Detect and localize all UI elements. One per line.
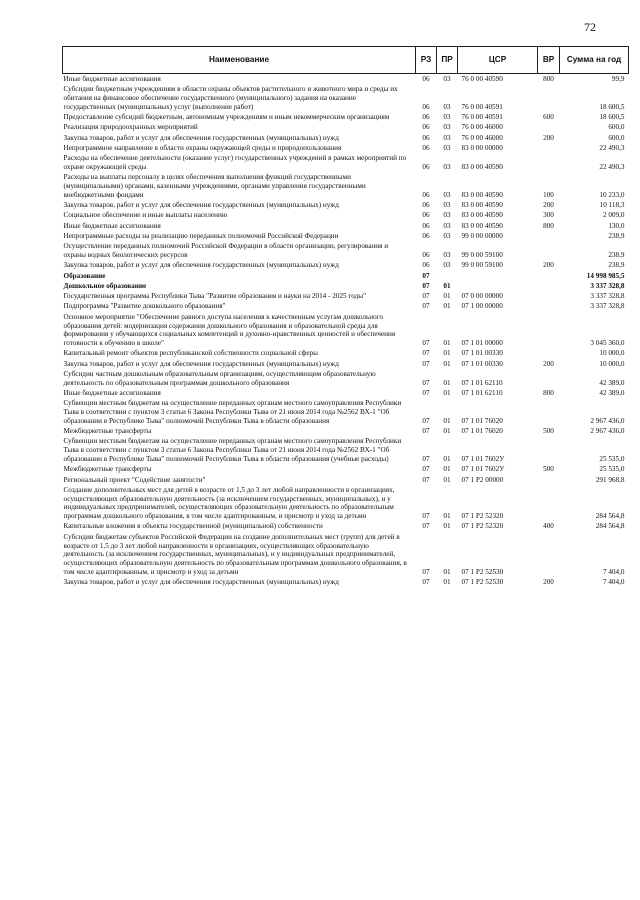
cell-csr: 07 1 01 7602У: [461, 465, 505, 474]
table-row: [63, 475, 629, 485]
cell-sum: 2 009,0: [602, 211, 625, 220]
cell-sum: 14 998 985,5: [586, 271, 625, 280]
cell-pr: 01: [443, 475, 451, 484]
cell-vr: 200: [543, 578, 554, 587]
cell-name: Подпрограмма "Развитие дошкольного образования": [63, 302, 226, 311]
cell-rz: 07: [422, 378, 430, 387]
table-row: [63, 301, 629, 311]
cell-sum: 42 389,0: [599, 389, 625, 397]
cell-csr: 07 1 01 76020: [461, 416, 503, 425]
cell-csr: 07 1 P2 00000: [461, 475, 504, 484]
cell-csr: 07 1 01 00330: [461, 359, 503, 368]
cell-sum: 600,0: [608, 133, 625, 142]
cell-sum: 3 337 328,8: [590, 281, 625, 290]
cell-rz: 07: [422, 427, 430, 436]
cell-csr: 07 1 01 62110: [461, 378, 503, 387]
table-row: [63, 532, 629, 577]
cell-vr: [538, 301, 560, 311]
cell-pr: 03: [443, 261, 451, 270]
cell-rz: 06: [422, 102, 430, 111]
cell-pr: 01: [443, 281, 451, 290]
cell-csr: [458, 281, 538, 291]
cell-pr: 03: [443, 75, 451, 83]
cell-vr: 600: [543, 113, 554, 122]
cell-name: Иные бюджетные ассигнования: [63, 389, 161, 397]
cell-pr: 01: [443, 389, 451, 397]
cell-rz: 07: [422, 522, 430, 531]
cell-rz: 06: [422, 133, 430, 142]
table-row: [63, 143, 629, 153]
cell-name: Образование: [63, 271, 106, 280]
table-row: [63, 112, 629, 122]
cell-rz: 07: [422, 465, 430, 474]
cell-pr: 03: [443, 251, 451, 260]
cell-rz: 06: [422, 75, 430, 83]
header-sum: Сумма на год: [560, 47, 629, 74]
table-row: [63, 348, 629, 358]
cell-name: Капитальный ремонт объектов республиканской собственности социальной сферы: [63, 349, 318, 358]
cell-pr: 03: [443, 102, 451, 111]
cell-csr: 76 0 00 40591: [461, 102, 503, 111]
cell-csr: 07 1 01 00330: [461, 349, 503, 358]
cell-sum: 291 968,8: [595, 475, 625, 484]
table-row: [63, 436, 629, 464]
table-row: [63, 464, 629, 474]
table-row: [63, 291, 629, 301]
cell-vr: [538, 485, 560, 522]
cell-sum: 284 564,8: [595, 512, 625, 521]
cell-csr: 99 0 00 00000: [461, 232, 503, 240]
cell-sum: 22 490,3: [599, 143, 625, 152]
cell-pr: 01: [443, 512, 451, 521]
cell-rz: 07: [422, 349, 430, 358]
cell-csr: 07 1 01 62110: [461, 389, 503, 397]
table-row: [63, 200, 629, 210]
cell-vr: [538, 153, 560, 172]
table-header-row: [63, 47, 629, 74]
cell-pr: 03: [443, 221, 451, 230]
cell-rz: 06: [422, 123, 430, 132]
cell-rz: 07: [422, 454, 430, 463]
cell-vr: [538, 436, 560, 464]
cell-name: Осуществление переданных полномочий Российской Федерации в области организации, регулирования и охраны водных биологических ресурсов: [63, 242, 389, 260]
cell-rz: 06: [422, 163, 430, 172]
cell-name: Расходы на выплаты персоналу в целях обеспечения выполнения функций государственными (муниципальными) органами, казенными учреждениями, органами управления государственными внебюджетными фондами: [63, 173, 366, 199]
cell-pr: 03: [443, 143, 451, 152]
cell-pr: 03: [443, 232, 451, 240]
cell-rz: 07: [422, 339, 430, 348]
cell-rz: 06: [422, 232, 430, 240]
table-row: [63, 153, 629, 172]
cell-pr: 01: [443, 339, 451, 348]
page-number: 72: [584, 20, 596, 34]
cell-sum: 3 045 360,0: [590, 339, 625, 348]
cell-vr: [538, 143, 560, 153]
cell-csr: 07 1 P2 52530: [461, 567, 504, 576]
cell-sum: 10 000,0: [599, 359, 625, 368]
cell-vr: 800: [543, 389, 554, 397]
cell-sum: 2 967 436,0: [590, 427, 625, 436]
cell-sum: 25 535,0: [599, 454, 625, 463]
cell-csr: 07 1 01 00000: [461, 339, 503, 348]
cell-sum: 10 000,0: [599, 349, 625, 358]
table-row: [63, 312, 629, 349]
cell-rz: 06: [422, 113, 430, 122]
cell-csr: 99 0 00 59100: [461, 261, 503, 270]
cell-rz: 07: [422, 416, 430, 425]
cell-sum: 42 389,0: [599, 378, 625, 387]
cell-rz: 07: [422, 281, 430, 290]
cell-sum: 2 967 436,0: [590, 416, 625, 425]
cell-name: Непрограммное направление в области охраны окружающей среды и природопользования: [63, 143, 342, 152]
cell-vr: 200: [543, 261, 554, 270]
cell-csr: 99 0 00 59100: [461, 251, 503, 260]
cell-rz: 06: [422, 261, 430, 270]
cell-name: Расходы на обеспечение деятельности (оказание услуг) государственных учреждений в рамках мероприятий по охране окружающей среды: [63, 154, 407, 172]
cell-csr: 07 1 00 00000: [461, 302, 503, 311]
cell-pr: 03: [443, 163, 451, 172]
table-row: [63, 271, 629, 281]
cell-pr: 01: [443, 292, 451, 301]
cell-name: Субсидии частным дошкольным образовательным организациям, осуществляющим образовательную деятельность по образовательным программам дошкольного образования: [63, 369, 376, 387]
header-rz: РЗ: [416, 47, 437, 74]
table-row: [63, 84, 629, 112]
cell-csr: 83 0 00 40590: [461, 211, 503, 220]
table-row: [63, 359, 629, 369]
cell-rz: 07: [422, 512, 430, 521]
cell-vr: [538, 291, 560, 301]
cell-pr: 03: [443, 133, 451, 142]
cell-name: Государственная программа Республики Тыва "Развитие образования и науки на 2014 - 2025 годы": [63, 292, 367, 301]
cell-csr: [458, 271, 538, 281]
cell-name: Предоставление субсидий бюджетным, автономным учреждениям и иным некоммерческим организациям: [63, 113, 390, 122]
cell-sum: 3 337 328,8: [590, 302, 625, 311]
cell-vr: 300: [543, 211, 554, 220]
cell-pr: 01: [443, 427, 451, 436]
cell-pr: 01: [443, 567, 451, 576]
table-row: [63, 281, 629, 291]
cell-vr: 200: [543, 201, 554, 210]
cell-name: Закупка товаров, работ и услуг для обеспечения государственных (муниципальных) нужд: [63, 201, 339, 210]
cell-rz: 07: [422, 292, 430, 301]
cell-vr: [538, 348, 560, 358]
cell-csr: 07 1 P2 52530: [461, 578, 504, 587]
cell-sum: 7 404,0: [602, 578, 625, 587]
cell-name: Межбюджетные трансферты: [63, 427, 152, 436]
cell-pr: 01: [443, 454, 451, 463]
cell-name: Закупка товаров, работ и услуг для обеспечения государственных (муниципальных) нужд: [63, 261, 339, 270]
cell-csr: 07 0 00 00000: [461, 292, 503, 301]
cell-pr: 01: [443, 416, 451, 425]
cell-pr: 03: [443, 211, 451, 220]
cell-sum: 130,0: [608, 221, 625, 230]
cell-csr: 76 0 00 40590: [461, 75, 503, 83]
budget-table: [62, 46, 629, 587]
cell-csr: 76 0 00 46000: [461, 133, 503, 142]
cell-name: Иные бюджетные ассигнования: [63, 221, 161, 230]
cell-sum: 238,9: [608, 261, 625, 270]
cell-name: Капитальные вложения в объекты государственной (муниципальной) собственности: [63, 522, 323, 531]
cell-pr: 01: [443, 522, 451, 531]
table-row: [63, 426, 629, 436]
cell-sum: 18 600,5: [599, 113, 625, 122]
cell-pr: 01: [443, 359, 451, 368]
table-row: [63, 241, 629, 260]
cell-name: Реализация природоохранных мероприятий: [63, 123, 198, 132]
cell-sum: 7 404,0: [602, 567, 625, 576]
header-csr: ЦСР: [458, 47, 538, 74]
cell-sum: 600,0: [608, 123, 625, 132]
table-row: [63, 388, 629, 398]
cell-rz: 06: [422, 221, 430, 230]
cell-vr: [538, 398, 560, 426]
cell-rz: 07: [422, 389, 430, 397]
cell-name: Дошкольное образование: [63, 281, 147, 290]
cell-rz: 06: [422, 201, 430, 210]
cell-csr: 83 0 00 40590: [461, 190, 503, 199]
table-row: [63, 74, 629, 85]
cell-name: Закупка товаров, работ и услуг для обеспечения государственных (муниципальных) нужд: [63, 133, 339, 142]
cell-vr: [538, 271, 560, 281]
cell-name: Региональный проект "Содействие занятости": [63, 475, 206, 484]
cell-vr: 800: [543, 75, 554, 83]
table-row: [63, 172, 629, 200]
cell-name: Межбюджетные трансферты: [63, 465, 152, 474]
cell-vr: 500: [543, 465, 554, 474]
cell-csr: 07 1 P2 52320: [461, 512, 504, 521]
table-row: [63, 521, 629, 531]
cell-name: Субвенции местным бюджетам на осуществление переданных органам местного самоуправления Республики Тыва в соответствии с пунктом 3 статьи 6 Закона Республики Тыва от 21 июня 2014 года №2562 ВХ-1 "Об образовании в Республике Тыва" полномочий Республики Тыва в области образования: [63, 399, 402, 425]
table-row: [63, 369, 629, 388]
cell-vr: [538, 532, 560, 577]
cell-rz: 07: [422, 567, 430, 576]
cell-name: Основное мероприятие "Обеспечение равного доступа населения к качественным услугам дошкольного образования детей: модернизация содержания дошкольного образования и образовательной среды для формирования у обучающихся социальных компетенций и духовно-нравственных ценностей и обеспечения готовности к обучению в школе": [63, 312, 396, 348]
cell-csr: 83 0 00 40590: [461, 221, 503, 230]
table-row: [63, 577, 629, 587]
table-row: [63, 260, 629, 270]
cell-csr: 83 0 00 00000: [461, 143, 503, 152]
cell-pr: 01: [443, 465, 451, 474]
cell-name: Субсидии бюджетам субъектов Российской Федерации на создание дополнительных мест (групп) для детей в возрасте от 1,5 до 3 лет любой направленности в организациях, осуществляющих образовательную деятельность (за исключением государственных, муниципальных), и у индивидуальных предпринимателей, осуществляющих образовательную деятельность по образовательным программам дошкольного образования, в том числе адаптированным, и присмотр и уход за детьми: [63, 532, 407, 576]
table-row: [63, 485, 629, 522]
cell-vr: [538, 122, 560, 132]
cell-rz: 07: [422, 475, 430, 484]
cell-csr: 07 1 P2 52320: [461, 522, 504, 531]
header-vr: ВР: [538, 47, 560, 74]
cell-sum: 238,9: [608, 232, 625, 240]
cell-vr: [538, 241, 560, 260]
cell-sum: 25 535,0: [599, 465, 625, 474]
cell-vr: [538, 312, 560, 349]
cell-sum: 10 118,3: [599, 201, 625, 210]
cell-rz: 07: [422, 271, 430, 280]
cell-pr: 01: [443, 378, 451, 387]
cell-csr: 07 1 01 7602У: [461, 454, 505, 463]
cell-pr: 01: [443, 349, 451, 358]
cell-rz: 06: [422, 190, 430, 199]
cell-rz: 07: [422, 578, 430, 587]
table-row: [63, 133, 629, 143]
cell-rz: 06: [422, 211, 430, 220]
cell-pr: [437, 271, 458, 281]
cell-vr: [538, 475, 560, 485]
cell-csr: 76 0 00 40591: [461, 113, 503, 122]
cell-vr: 100: [543, 190, 554, 199]
cell-vr: [538, 231, 560, 241]
cell-name: Иные бюджетные ассигнования: [63, 75, 161, 83]
cell-sum: 18 600,5: [599, 102, 625, 111]
cell-vr: 200: [543, 359, 554, 368]
cell-name: Непрограммные расходы на реализацию переданных полномочий Российской Федерации: [63, 232, 339, 240]
cell-pr: 01: [443, 302, 451, 311]
header-name: Наименование: [63, 47, 416, 74]
cell-rz: 06: [422, 143, 430, 152]
cell-name: Субвенции местным бюджетам на осуществление переданных органам местного самоуправления Республики Тыва в соответствии с пунктом 3 статьи 6 Закона Республики Тыва от 21 июня 2014 года №2562 ВХ-1 "Об образовании в Республике Тыва" полномочий Республики Тыва в области образования (учебные расходы): [63, 437, 402, 463]
cell-rz: 07: [422, 359, 430, 368]
cell-sum: 284 564,8: [595, 522, 625, 531]
cell-name: Закупка товаров, работ и услуг для обеспечения государственных (муниципальных) нужд: [63, 578, 339, 587]
cell-vr: [538, 281, 560, 291]
cell-name: Субсидии бюджетным учреждениям в области охраны объектов растительного и животного мира и среды их обитания на финансовое обеспечение государственного (муниципального) задания на оказание государственных (муниципальных) услуг (выполнение работ): [63, 85, 398, 111]
cell-vr: 400: [543, 522, 554, 531]
cell-sum: 10 233,0: [599, 190, 625, 199]
cell-pr: 03: [443, 113, 451, 122]
cell-sum: 3 337 328,8: [590, 292, 625, 301]
table-row: [63, 231, 629, 241]
cell-pr: 01: [443, 578, 451, 587]
cell-sum: 99,9: [611, 75, 625, 83]
cell-pr: 03: [443, 123, 451, 132]
cell-csr: 07 1 01 76020: [461, 427, 503, 436]
cell-vr: 500: [543, 427, 554, 436]
cell-vr: [538, 369, 560, 388]
cell-vr: 800: [543, 221, 554, 230]
cell-vr: 200: [543, 133, 554, 142]
table-row: [63, 221, 629, 231]
cell-pr: 03: [443, 190, 451, 199]
cell-name: Закупка товаров, работ и услуг для обеспечения государственных (муниципальных) нужд: [63, 359, 339, 368]
cell-name: Создание дополнительных мест для детей в возрасте от 1,5 до 3 лет любой направленности в организациях, осуществляющих образовательную деятельность (за исключением государственных, муниципальных), и у индивидуальных предпринимателей, осуществляющих образовательную деятельность по образовательным программам дошкольного образования, в том числе адаптированным, и присмотр и уход за детьми: [63, 485, 395, 521]
table-body: [63, 74, 629, 588]
cell-csr: 76 0 00 46000: [461, 123, 503, 132]
cell-rz: 06: [422, 251, 430, 260]
cell-csr: 83 0 00 40590: [461, 201, 503, 210]
cell-pr: 03: [443, 201, 451, 210]
table-row: [63, 122, 629, 132]
cell-rz: 07: [422, 302, 430, 311]
header-pr: ПР: [437, 47, 458, 74]
cell-sum: 238,9: [608, 251, 625, 260]
table-row: [63, 398, 629, 426]
cell-sum: 22 490,3: [599, 163, 625, 172]
cell-name: Социальное обеспечение и иные выплаты населению: [63, 211, 228, 220]
table-row: [63, 210, 629, 220]
cell-csr: 83 0 00 40590: [461, 163, 503, 172]
cell-vr: [538, 84, 560, 112]
